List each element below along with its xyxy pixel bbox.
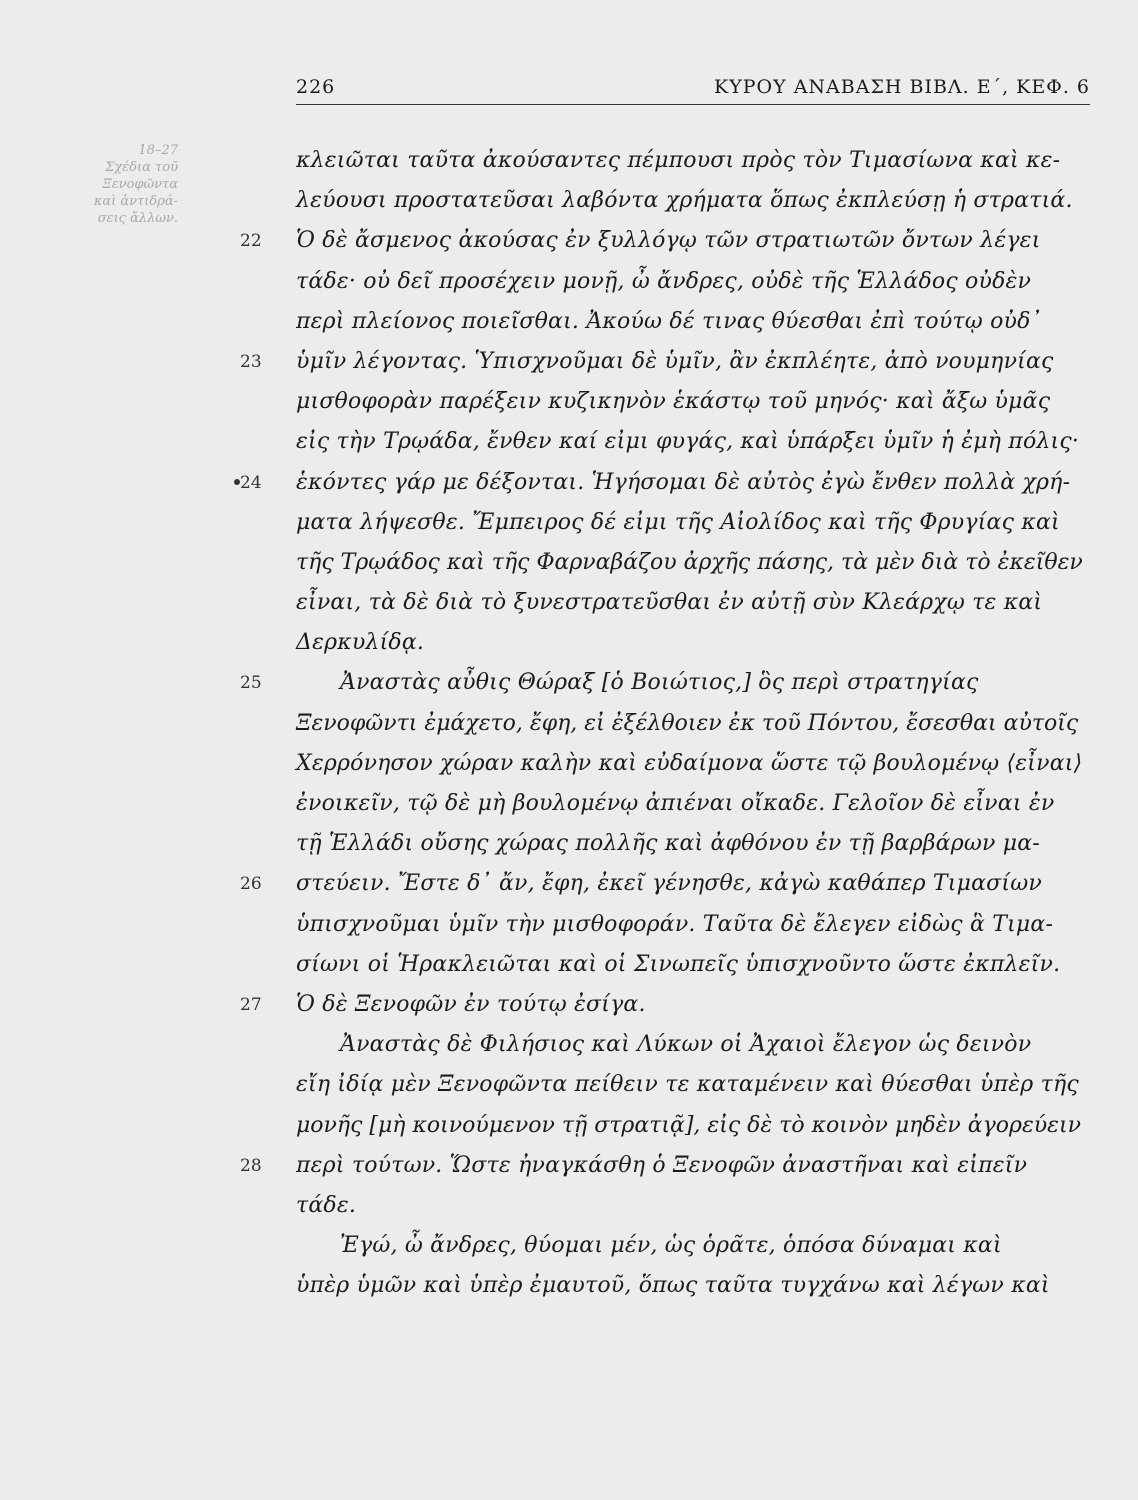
line-text: Ἀναστὰς αὖθις Θώραξ [ὁ Βοιώτιος,] ὃς περὶ στρατηγίας bbox=[340, 670, 979, 696]
margin-dot bbox=[234, 479, 240, 485]
line-text: τῇ Ἑλλάδι οὔσης χώρας πολλῆς καὶ ἀφθόνου ἐν τῇ βαρβάρων μα- bbox=[296, 831, 1040, 857]
section-number: 23 bbox=[240, 351, 262, 372]
text-line bbox=[240, 623, 1100, 663]
greek-text-body bbox=[240, 141, 1100, 1306]
text-line bbox=[240, 1186, 1100, 1226]
text-line bbox=[240, 1146, 1100, 1186]
margin-note-line: σεις ἄλλων. bbox=[97, 211, 178, 226]
line-text: εἰς τὴν Τρῳάδα, ἔνθεν καί εἰμι φυγάς, καὶ ὑπάρξει ὑμῖν ἡ ἐμὴ πόλις· bbox=[296, 429, 1080, 455]
text-line bbox=[240, 704, 1100, 744]
line-text: περὶ τούτων. Ὥστε ἠναγκάσθη ὁ Ξενοφῶν ἀναστῆναι καὶ εἰπεῖν bbox=[296, 1152, 1028, 1178]
margin-note-line: 18–27 bbox=[138, 143, 178, 158]
page-header bbox=[296, 76, 1090, 102]
text-line bbox=[240, 1025, 1100, 1065]
line-text: Ἀναστὰς δὲ Φιλήσιος καὶ Λύκων οἱ Ἀχαιοὶ ἔλεγον ὡς δεινὸν bbox=[340, 1032, 1032, 1058]
line-text: ματα λήψεσθε. Ἔμπειρος δέ εἰμι τῆς Αἰολίδος καὶ τῆς Φρυγίας καὶ bbox=[296, 509, 1060, 535]
text-line bbox=[240, 543, 1100, 583]
text-line bbox=[240, 181, 1100, 221]
line-text: περὶ πλείονος ποιεῖσθαι. Ἀκούω δέ τινας θύεσθαι ἐπὶ τούτῳ οὐδ᾽ bbox=[296, 308, 1042, 334]
text-line bbox=[240, 302, 1100, 342]
running-head: ΚΥΡΟΥ ΑΝΑΒΑΣΗ ΒΙΒΛ. Ε΄, ΚΕΦ. 6 bbox=[714, 76, 1090, 98]
margin-note-line: καὶ ἀντιδρά- bbox=[93, 194, 178, 209]
line-text: Δερκυλίδᾳ. bbox=[296, 630, 425, 656]
text-line bbox=[240, 221, 1100, 261]
text-line bbox=[240, 1106, 1100, 1146]
line-text: εἶναι, τὰ δὲ διὰ τὸ ξυνεστρατεῦσθαι ἐν αὐτῇ σὺν Κλεάρχῳ τε καὶ bbox=[296, 590, 1043, 616]
margin-note-line: Ξενοφῶντα bbox=[102, 177, 178, 192]
section-number: 25 bbox=[240, 673, 262, 694]
line-text: μονῆς [μὴ κοινούμενον τῇ στρατιᾷ], εἰς δὲ τὸ κοινὸν μηδὲν ἀγορεύειν bbox=[296, 1112, 1081, 1138]
text-line bbox=[240, 864, 1100, 904]
line-text: ὑμῖν λέγοντας. Ὑπισχνοῦμαι δὲ ὑμῖν, ἂν ἐκπλέητε, ἀπὸ νουμηνίας bbox=[296, 348, 1054, 374]
text-line bbox=[240, 463, 1100, 503]
text-line bbox=[240, 503, 1100, 543]
line-text: ἐνοικεῖν, τῷ δὲ μὴ βουλομένῳ ἀπιέναι οἴκαδε. Γελοῖον δὲ εἶναι ἐν bbox=[296, 791, 1055, 816]
section-number: 28 bbox=[240, 1155, 262, 1176]
text-line bbox=[240, 824, 1100, 864]
line-text: τῆς Τρῳάδος καὶ τῆς Φαρναβάζου ἀρχῆς πάσης, τὰ μὲν διὰ τὸ ἐκεῖθεν bbox=[296, 549, 1083, 575]
text-line bbox=[240, 342, 1100, 382]
section-number: 24 bbox=[240, 472, 262, 493]
text-line bbox=[240, 905, 1100, 945]
page-number: 226 bbox=[296, 76, 336, 98]
text-line bbox=[240, 1266, 1100, 1306]
margin-note-line: Σχέδια τοῦ bbox=[105, 160, 178, 175]
line-text: τάδε· οὐ δεῖ προσέχειν μονῇ, ὦ ἄνδρες, οὐδὲ τῆς Ἑλλάδος οὐδὲν bbox=[296, 268, 1032, 294]
line-text: κλειῶται ταῦτα ἀκούσαντες πέμπουσι πρὸς τὸν Τιμασίωνα καὶ κε- bbox=[296, 148, 1061, 173]
text-line bbox=[240, 141, 1100, 181]
text-line bbox=[240, 663, 1100, 703]
line-text: ὑπὲρ ὑμῶν καὶ ὑπὲρ ἐμαυτοῦ, ὅπως ταῦτα τυγχάνω καὶ λέγων καὶ bbox=[296, 1273, 1050, 1299]
text-line bbox=[240, 1065, 1100, 1105]
line-text: τάδε. bbox=[296, 1192, 357, 1218]
line-text: Ὁ δὲ Ξενοφῶν ἐν τούτῳ ἐσίγα. bbox=[296, 991, 646, 1017]
header-rule bbox=[296, 104, 1090, 105]
line-text: εἴη ἰδίᾳ μὲν Ξενοφῶντα πείθειν τε καταμένειν καὶ θύεσθαι ὑπὲρ τῆς bbox=[296, 1072, 1079, 1098]
line-text: λεύουσι προστατεῦσαι λαβόντα χρήματα ὅπως ἐκπλεύσῃ ἡ στρατιά. bbox=[296, 188, 1073, 214]
section-number: 27 bbox=[240, 994, 262, 1015]
text-line bbox=[240, 583, 1100, 623]
text-line bbox=[240, 382, 1100, 422]
line-text: Χερρόνησον χώραν καλὴν καὶ εὐδαίμονα ὥστε τῷ βουλομένῳ ⟨εἶναι⟩ bbox=[296, 750, 1083, 776]
line-text: Ὁ δὲ ἄσμενος ἀκούσας ἐν ξυλλόγῳ τῶν στρατιωτῶν ὄντων λέγει bbox=[296, 228, 1041, 254]
text-line bbox=[240, 422, 1100, 462]
text-line bbox=[240, 985, 1100, 1025]
line-text: ἑκόντες γάρ με δέξονται. Ἡγήσομαι δὲ αὐτὸς ἐγὼ ἔνθεν πολλὰ χρή- bbox=[296, 469, 1071, 495]
text-line bbox=[240, 784, 1100, 824]
text-line bbox=[240, 262, 1100, 302]
text-line bbox=[240, 945, 1100, 985]
line-text: μισθοφορὰν παρέξειν κυζικηνὸν ἑκάστῳ τοῦ μηνός· καὶ ἄξω ὑμᾶς bbox=[296, 389, 1051, 415]
line-text: Ἐγώ, ὦ ἄνδρες, θύομαι μέν, ὡς ὁρᾶτε, ὁπόσα δύναμαι καὶ bbox=[340, 1233, 1002, 1259]
text-line bbox=[240, 1226, 1100, 1266]
line-text: ὑπισχνοῦμαι ὑμῖν τὴν μισθοφοράν. Ταῦτα δὲ ἔλεγεν εἰδὼς ἃ Τιμα- bbox=[296, 911, 1054, 937]
margin-note bbox=[64, 142, 178, 227]
section-number: 26 bbox=[240, 874, 262, 895]
line-text: στεύειν. Ἔστε δ᾽ ἄν, ἔφη, ἐκεῖ γένησθε, κἀγὼ καθάπερ Τιμασίων bbox=[296, 871, 1042, 897]
text-line bbox=[240, 744, 1100, 784]
section-number: 22 bbox=[240, 231, 262, 252]
line-text: Ξενοφῶντι ἐμάχετο, ἔφη, εἰ ἐξέλθοιεν ἐκ τοῦ Πόντου, ἔσεσθαι αὐτοῖς bbox=[296, 710, 1079, 736]
line-text: σίωνι οἱ Ἡρακλειῶται καὶ οἱ Σινωπεῖς ὑπισχνοῦντο ὥστε ἐκπλεῖν. bbox=[296, 951, 1061, 977]
